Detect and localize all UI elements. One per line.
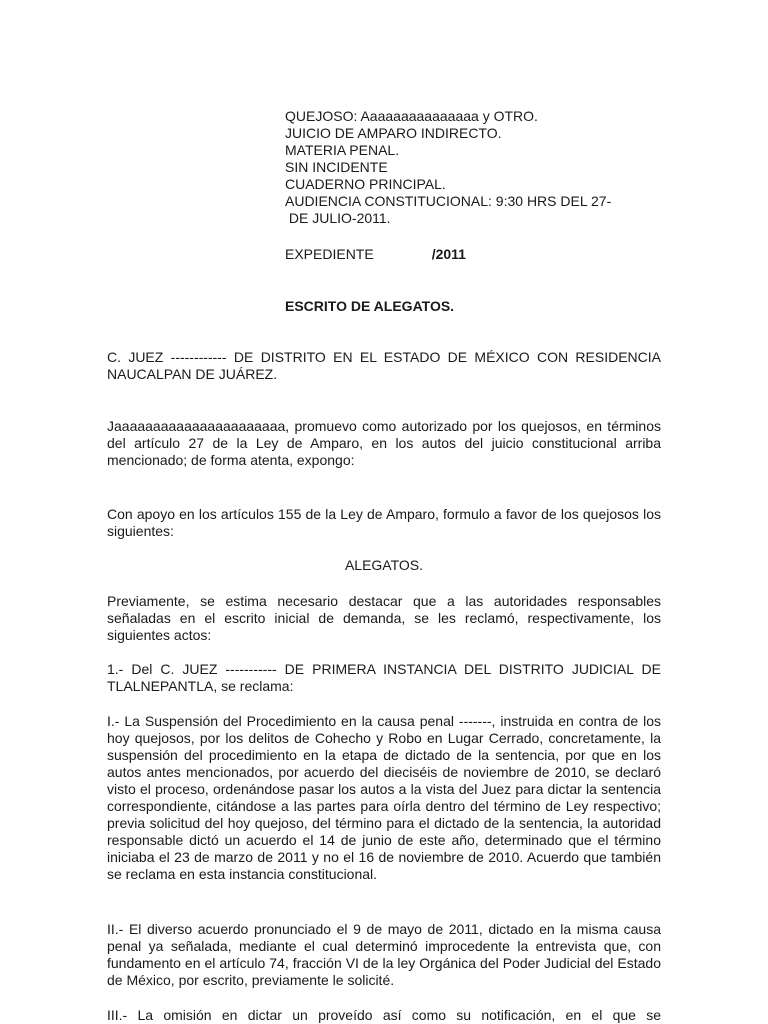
item1-paragraph — [107, 661, 661, 695]
support-text: Con apoyo en los artículos 155 de la Ley de Amparo, formulo a favor de los quejosos los siguientes: — [107, 506, 661, 539]
intro-text: Jaaaaaaaaaaaaaaaaaaaaaa, promuevo como autorizado por los quejosos, en términos del artículo 27 de la Ley de Amparo, en los autos del juicio constitucional arriba mencionado; de forma atenta, expongo: — [107, 418, 661, 468]
case-header — [285, 108, 685, 227]
previously-paragraph — [107, 593, 661, 644]
roman1-text: I.- La Suspensión del Procedimiento en la causa penal -------, instruida en contra de los hoy quejosos, por los delitos de Cohecho y Robo en Lugar Cerrado, concretamente, la suspensión del procedimiento en la etapa de dictado de la sentencia, por que en los autos antes mencionados, por acuerdo del dieciséis de noviembre de 2010, se declaró visto el proceso, ordenándose pasar los autos a la vista del Juez para dictar la sentencia correspondiente, citándose a las partes para oírla dentro del término de Ley respectivo; previa solicitud del hoy quejoso, del término para el dictado de la sentencia, la autoridad responsable dictó un acuerdo el 14 de junio de este año, determinado que el término iniciaba el 23 de marzo de 2011 y no el 16 de noviembre de 2010. Acuerdo que también se reclama en esta instancia constitucional. — [107, 713, 661, 882]
header-quejoso: QUEJOSO: Aaaaaaaaaaaaaaa y OTRO. — [285, 108, 538, 124]
addressee-text: C. JUEZ ------------ DE DISTRITO EN EL ESTADO DE MÉXICO CON RESIDENCIA NAUCALPAN DE JUÁREZ. — [107, 349, 661, 382]
previously-text: Previamente, se estima necesario destacar que a las autoridades responsables señaladas en el escrito inicial de demanda, se les reclamó, respectivamente, los siguientes actos: — [107, 593, 661, 643]
addressee-paragraph — [107, 349, 661, 383]
roman1-paragraph — [107, 713, 661, 883]
header-audiencia-date: DE JULIO-2011. — [285, 210, 391, 226]
roman3-text: III.- La omisión en dictar un proveído así como su notificación, en el que se — [107, 1007, 661, 1023]
item1-text: 1.- Del C. JUEZ ----------- DE PRIMERA INSTANCIA DEL DISTRITO JUDICIAL DE TLALNEPANTLA, se reclama: — [107, 661, 661, 694]
expediente-label: EXPEDIENTE — [285, 246, 374, 262]
expediente-number: /2011 — [431, 246, 466, 262]
alegatos-heading: ALEGATOS. — [344, 557, 424, 573]
document-title: ESCRITO DE ALEGATOS. — [285, 298, 455, 314]
header-incidente: SIN INCIDENTE — [285, 159, 388, 175]
intro-paragraph — [107, 418, 661, 469]
header-audiencia: AUDIENCIA CONSTITUCIONAL: 9:30 HRS DEL 27- — [285, 193, 612, 209]
expediente-line — [285, 246, 466, 263]
roman3-paragraph — [107, 1007, 661, 1024]
support-paragraph — [107, 506, 661, 540]
header-juicio: JUICIO DE AMPARO INDIRECTO. — [285, 125, 502, 141]
roman2-text: II.- El diverso acuerdo pronunciado el 9 de mayo de 2011, dictado en la misma causa penal ya señalada, mediante el cual determinó improcedente la entrevista que, con fundamento en el artículo 74, fracción VI de la ley Orgánica del Poder Judicial del Estado de México, por escrito, previamente le solicité. — [107, 921, 661, 988]
header-cuaderno: CUADERNO PRINCIPAL. — [285, 176, 446, 192]
roman2-paragraph — [107, 921, 661, 989]
header-materia: MATERIA PENAL. — [285, 142, 400, 158]
